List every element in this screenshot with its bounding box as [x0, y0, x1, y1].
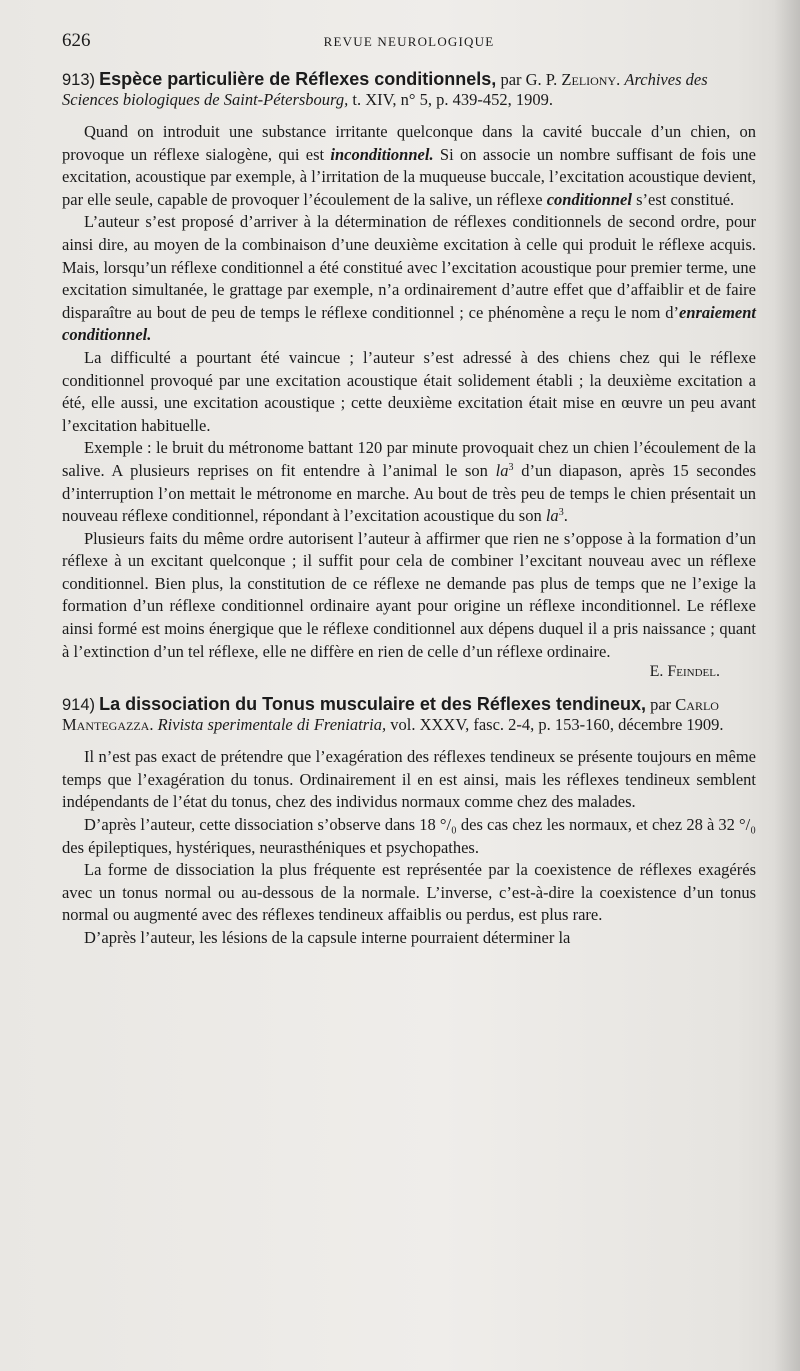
- text-run: Plusieurs faits du même ordre autorisent l’auteur à affirmer que rien ne s’oppose à la formation d’un réflexe à un excitant quelconque ; il suffit pour cela de combiner l’excitant nouveau avec un réflexe conditionnel. Bien plus, la constitution de ce réflexe ne demande pas plus de temps que ne l’exige la formation d’un réflexe conditionnel ordinaire ayant pour origine un réflexe inconditionnel. Le réflexe ainsi formé est moins énergique que le réflexe conditionnel aux dépens duquel il a pris naissance ; quant à l’extinction d’un tel réflexe, elle ne diffère en rien de celle d’un réflexe ordinaire.: [62, 528, 756, 661]
- text-run: Exemple : le bruit du métronome battant 120 par minute provoquait chez un chien l’écoulement de la salive. A plusieurs reprises on fit entendre à l’animal le son: [62, 438, 756, 480]
- superscript: 3: [508, 461, 514, 473]
- text-run: L’auteur s’est proposé d’arriver à la détermination de réflexes conditionnels de second ordre, pour ainsi dire, au moyen de la combinaison d’une deuxième excitation à celle qui produit le réflexe acquis. Mais, lorsqu’un réflexe conditionnel a été constitué avec l’excitation acoustique pour premier terme, une excitation simultanée, le grattage par exemple, n’a ordinairement d’autre effet que d’affaiblir et de faire disparaître au bout de peu de temps le réflexe conditionnel ; ce phénomène a reçu le nom d’: [62, 212, 756, 322]
- page-number: 626: [62, 30, 91, 51]
- text-run: Si on associe un nombre suffisant de fois une excitation, acoustique par exemple, à l’irritation de la muqueuse buccale, l’excitation acoustique devient, par elle seule, capable de provoquer l’écoulement de la salive, un réflexe: [62, 144, 756, 209]
- paragraph: D’après l’auteur, les lésions de la capsule interne pourraient déterminer la: [84, 928, 571, 947]
- text-run: Quand on introduit une substance irritante quelconque dans la cavité buccale d’un chien, on provoque un réflexe sialogène, qui est: [62, 122, 756, 164]
- by-word: par: [500, 70, 522, 89]
- citation: t. XIV, n° 5, p. 439-452, 1909.: [352, 90, 554, 109]
- text-run: s’est constitué.: [631, 189, 735, 209]
- author-initials: G. P.: [525, 70, 558, 89]
- emphasis: enraiement conditionnel.: [62, 302, 756, 345]
- paragraph: [62, 437, 756, 527]
- superscript: 3: [558, 507, 564, 519]
- source-journal: Archives des Sciences biologiques de Saint-Pétersbourg,: [62, 70, 708, 109]
- article-number: 913): [62, 71, 96, 89]
- paragraph: [62, 121, 756, 211]
- source-journal: Rivista sperimentale di Freniatria,: [157, 715, 387, 735]
- signature: E. Feindel.: [649, 663, 720, 681]
- article-heading: [62, 695, 756, 734]
- article-title: La dissociation du Tonus musculaire et des Réflexes tendineux,: [99, 694, 646, 715]
- paragraph: La difficulté a pourtant été vaincue ; l’auteur s’est adressé à des chiens chez qui le réflexe conditionnel provoqué par une excitation acoustique était solidement établi ; la deuxième excitation a été, elle aussi, une excitation acoustique ; cette deuxième excitation était mise en œuvre un peu avant l’excitation habituelle.: [62, 347, 756, 435]
- note-name: la: [495, 460, 509, 480]
- author-name: Carlo Mantegazza.: [62, 695, 719, 735]
- article-heading: [62, 70, 756, 109]
- paragraph: La forme de dissociation la plus fréquente est représentée par la coexistence de réflexes exagérés avec un tonus normal ou au-dessous de la normale. L’inverse, c’est-à-dire la coexistence d’un tonus normal ou augmenté avec des réflexes tendineux affaiblis ou perdus, est plus rare.: [62, 860, 756, 925]
- signature-row: [62, 663, 756, 681]
- emphasis: conditionnel: [546, 189, 632, 209]
- by-word: par: [650, 695, 672, 715]
- paragraph: Il n’est pas exact de prétendre que l’exagération des réflexes tendineux se présente toujours en même temps que l’exagération du tonus. Ordinairement il en est ainsi, mais les réflexes tendineux semblent indépendants de l’état du tonus, chez des individus normaux comme chez des malades.: [62, 747, 756, 812]
- running-head: [62, 30, 756, 56]
- journal-title: REVUE NEUROLOGIQUE: [323, 34, 495, 49]
- paragraph: [62, 528, 756, 664]
- article-number: 914): [62, 696, 96, 715]
- paragraph: [62, 211, 756, 347]
- page-edge-shadow: [774, 0, 800, 1371]
- emphasis: inconditionnel.: [330, 144, 434, 164]
- article-913: [62, 70, 756, 681]
- text-run: .: [563, 506, 568, 526]
- citation: vol. XXXV, fasc. 2-4, p. 153-160, décembre 1909.: [390, 715, 724, 735]
- note-name: la: [545, 506, 559, 526]
- article-914: [62, 695, 756, 949]
- author-name: Zeliony.: [561, 70, 621, 89]
- article-title: Espèce particulière de Réflexes conditionnels,: [99, 69, 497, 89]
- text-run: d’un diapason, après 15 secondes d’interruption l’on mettait le métronome en marche. Au bout de très peu de temps le chien présentait un nouveau réflexe conditionnel, répondant à l’excitation acoustique du son: [62, 460, 756, 526]
- paragraph: D’après l’auteur, cette dissociation s’observe dans 18 °/₀ des cas chez les normaux, et chez 28 à 32 °/₀ des épileptiques, hystériques, neurasthéniques et psychopathes.: [62, 815, 756, 857]
